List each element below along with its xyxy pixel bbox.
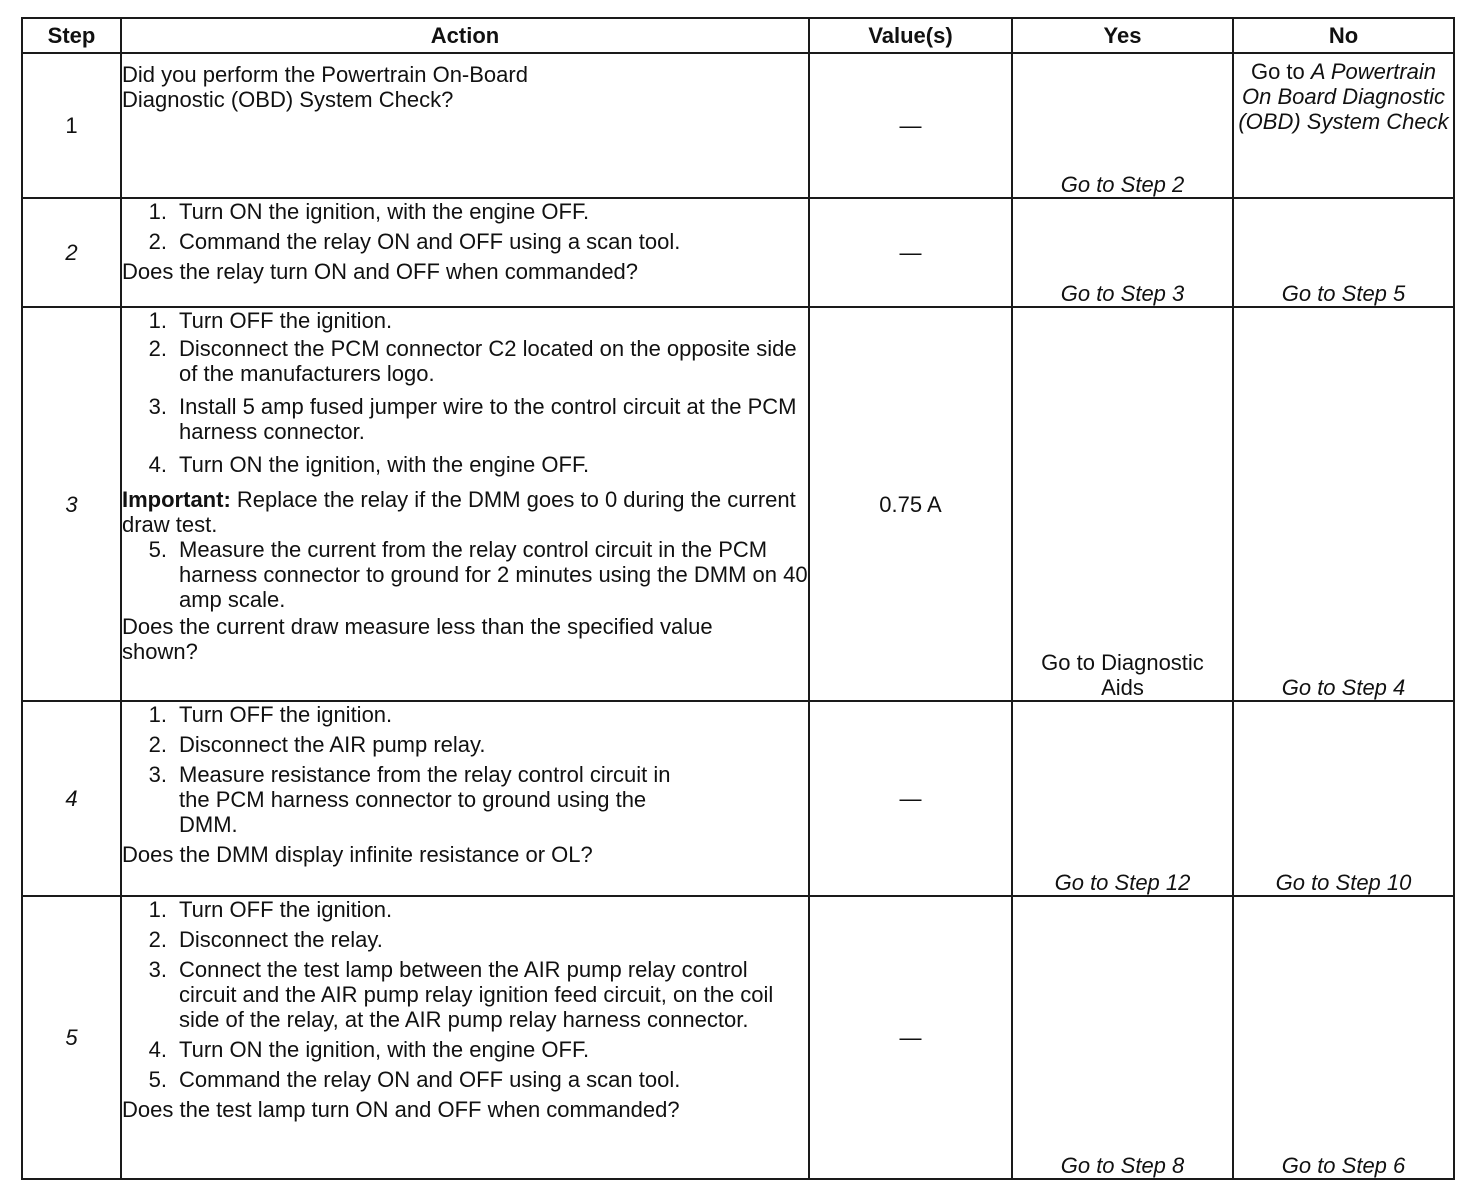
table-row [22,53,1454,198]
yes-cell [1012,896,1233,1179]
list-item: 4. Turn ON the ignition, with the engine OFF. [148,452,590,477]
list-item: 3. Install 5 amp fused jumper wire to the control circuit at the PCM harness connector. [148,394,797,444]
question-text: Does the DMM display infinite resistance or OL? [122,842,593,867]
no-cell [1233,198,1454,307]
list-item: 1. Turn ON the ignition, with the engine OFF. [148,199,590,224]
question-text: Did you perform the Powertrain On-Board Diagnostic (OBD) System Check? [122,62,528,112]
yes-cell [1012,701,1233,896]
important-text: Replace the relay if the DMM goes to 0 during the current draw test. [122,487,796,537]
step-number: 4 [22,701,121,896]
no-cell [1233,896,1454,1179]
table-row [22,896,1454,1179]
yes-link[interactable]: Go to Step 12 [1054,870,1191,895]
action-cell [121,53,809,198]
action-cell [121,896,809,1179]
action-cell [121,198,809,307]
step-number: 3 [22,307,121,701]
list-item: 3. Measure resistance from the relay control circuit in the PCM harness connector to ground using the DMM. [148,762,671,837]
action-cell [121,307,809,701]
no-link[interactable]: Go to Step 5 [1281,281,1406,306]
header-row [22,18,1454,53]
yes-cell [1012,307,1233,701]
list-item: 1. Turn OFF the ignition. [148,702,393,727]
list-item: 4. Turn ON the ignition, with the engine OFF. [148,1037,590,1062]
yes-cell [1012,53,1233,198]
step-number: 2 [22,198,121,307]
no-link[interactable]: A Powertrain On Board Diagnostic (OBD) System Check [1238,59,1449,134]
list-item: 1. Turn OFF the ignition. [148,308,393,333]
yes-link[interactable]: Go to Diagnostic Aids [1041,650,1204,700]
header-values: Value(s) [809,18,1012,53]
important-note [122,487,808,537]
header-no: No [1233,18,1454,53]
no-link[interactable]: Go to Step 10 [1275,870,1412,895]
table-row [22,198,1454,307]
table-row [22,701,1454,896]
list-item: 3. Connect the test lamp between the AIR pump relay control circuit and the AIR pump relay ignition feed circuit, on the coil side of the relay, at the AIR pump relay harness connector. [148,957,774,1032]
list-item: 2. Command the relay ON and OFF using a scan tool. [148,229,681,254]
no-cell [1233,307,1454,701]
list-item: 1. Turn OFF the ignition. [148,897,393,922]
value-cell: — [809,896,1012,1179]
table-row [22,307,1454,701]
no-cell [1233,53,1454,198]
question-text: Does the current draw measure less than the specified value shown? [122,614,713,664]
important-label: Important: [122,487,231,512]
value-cell: — [809,701,1012,896]
step-number: 5 [22,896,121,1179]
value-cell: — [809,198,1012,307]
list-item: 5. Command the relay ON and OFF using a scan tool. [148,1067,681,1092]
no-cell [1233,701,1454,896]
step-number: 1 [22,53,121,198]
yes-cell [1012,198,1233,307]
list-item: 2. Disconnect the AIR pump relay. [148,732,486,757]
diagnostic-table [21,17,1455,1180]
instruction-list [122,897,808,1092]
list-item: 5. Measure the current from the relay control circuit in the PCM harness connector to ground for 2 minutes using the DMM on 40 amp scale. [148,537,808,612]
value-cell: 0.75 A [809,307,1012,701]
instruction-list [122,702,808,837]
question-text: Does the test lamp turn ON and OFF when commanded? [122,1097,680,1122]
instruction-list [122,537,808,612]
yes-link[interactable]: Go to Step 2 [1060,172,1185,197]
action-cell [121,701,809,896]
instruction-list [122,308,808,477]
header-step: Step [22,18,121,53]
header-yes: Yes [1012,18,1233,53]
yes-link[interactable]: Go to Step 3 [1060,281,1185,306]
yes-link[interactable]: Go to Step 8 [1060,1153,1185,1178]
value-cell: — [809,53,1012,198]
instruction-list [122,199,808,254]
question-text: Does the relay turn ON and OFF when commanded? [122,259,639,284]
list-item: 2. Disconnect the PCM connector C2 located on the opposite side of the manufacturers logo. [148,336,797,386]
no-link[interactable]: Go to Step 6 [1281,1153,1406,1178]
no-prefix: Go to [1250,59,1305,84]
list-item: 2. Disconnect the relay. [148,927,383,952]
no-link[interactable]: Go to Step 4 [1281,675,1406,700]
header-action: Action [121,18,809,53]
